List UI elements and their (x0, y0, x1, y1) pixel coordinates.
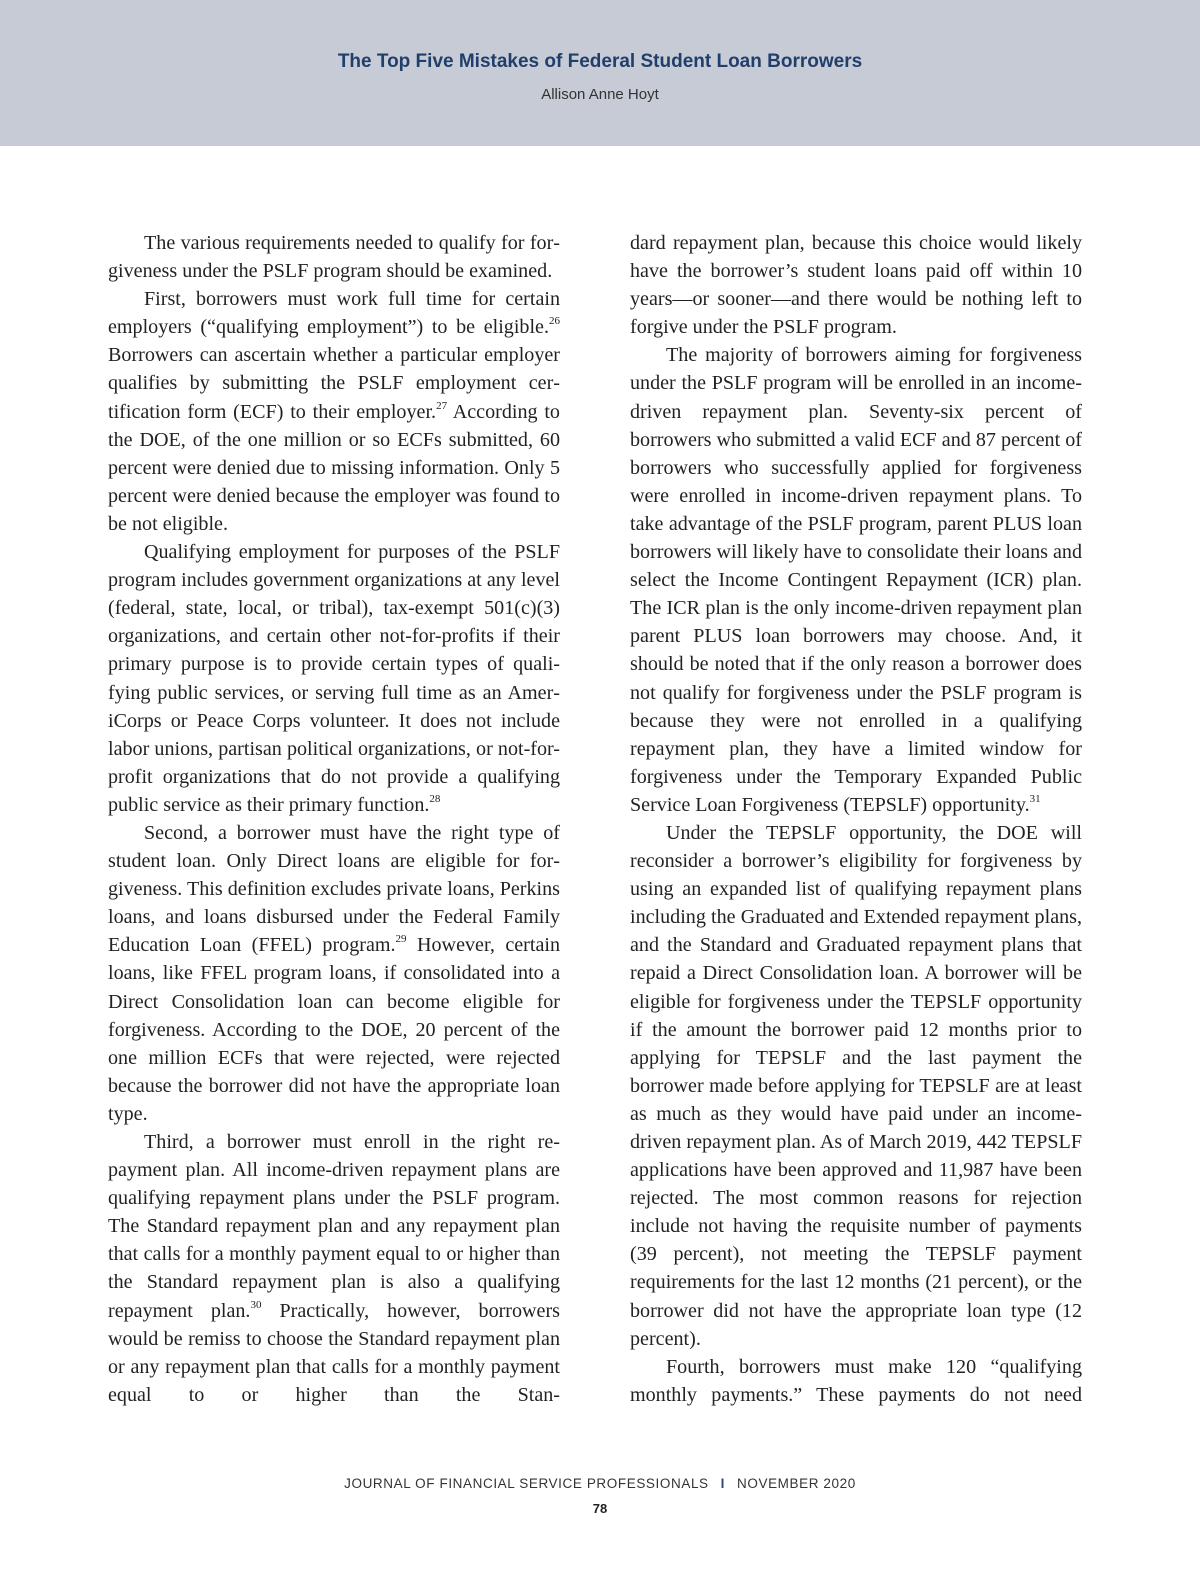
right-column (630, 229, 1082, 1409)
footnote-ref: 31 (1029, 792, 1041, 805)
paragraph: Third, a borrower must enroll in the right repayment plan. All income-driven repayment plans are qualifying repayment plans under the PSLF program. The Standard repayment plan and any repayment plan that calls for a monthly payment equal to or higher than the Standard repayment plan is also a qualifying repayment plan.$^{30}$ Practically, however, borrowers would be remiss to choose the Standard repayment plan or any repayment plan that calls for a monthly payment equal to or higher than the Stan- (108, 1131, 560, 1406)
paragraph: Under the TEPSLF opportunity, the DOE will reconsider a borrower’s eligibility for forgiveness by using an expanded list of qualifying repayment plans including the Graduated and Extended repayment plans, and the Standard and Graduated repayment plans that repaid a Direct Consolidation loan. A borrower will be eligible for forgiveness under the TEPSLF opportunity if the amount the borrower paid 12 months prior to applying for TEPSLF and the last payment the borrower made before applying for TEPSLF are at least as much as they would have paid under an income-driven repayment plan. As of March 2019, 442 TEPSLF applications have been approved and 11,987 have been rejected. The most common reasons for rejection include not having the requisite number of payments (39 percent), not meeting the TEPSLF payment requirements for the last 12 months (21 percent), or the borrower did not have the appropriate loan type (12 percent). (630, 821, 1082, 1350)
article-author: Allison Anne Hoyt (541, 86, 659, 103)
paragraph: The various requirements needed to qualify for forgiveness under the PSLF program should be examined. (108, 232, 560, 283)
issue-date: NOVEMBER 2020 (737, 1476, 856, 1491)
left-column (108, 229, 560, 1409)
footnote-ref: 27 (436, 399, 448, 412)
footer-separator: I (720, 1476, 726, 1491)
paragraph: The majority of borrowers aiming for forgiveness under the PSLF program will be enrolled in an income-driven repayment plan. Seventy-six percent of borrowers who submitted a valid ECF and 87 percent of borrowers who successfully applied for forgiveness were enrolled in income-driven repayment plans. To take advantage of the PSLF program, parent PLUS loan borrowers will likely have to consolidate their loans and select the Income Contingent Repayment (ICR) plan. The ICR plan is the only income-driven repayment plan parent PLUS loan borrowers may choose. And, it should be noted that if the only reason a borrower does not qualify for forgiveness under the PSLF program is because they were not enrolled in a qualifying repayment plan, they have a limited window for forgiveness under the Temporary Expanded Public Service Loan Forgiveness (TEPSLF) opportunity.$^{31}$ (630, 344, 1082, 816)
paragraph: Second, a borrower must have the right type of student loan. Only Direct loans are eligible for forgiveness. This definition excludes private loans, Perkins loans, and loans disbursed under the Federal Family Education Loan (FFEL) program.$^{29}$ However, certain loans, like FFEL program loans, if consolidated into a Direct Consolidation loan can become eligible for forgiveness. According to the DOE, 20 percent of the one million ECFs that were rejected, were rejected because the borrower did not have the appropriate loan type. (108, 821, 560, 1125)
header-band (0, 0, 1200, 146)
paragraph: Fourth, borrowers must make 120 “qualifying monthly payments.” These payments do not need (630, 1355, 1082, 1406)
footnote-ref: 28 (429, 792, 441, 805)
paragraph: First, borrowers must work full time for certain employers (“qualifying employment”) to be eligible.$^{26}$ Borrowers can ascertain whether a particular employer qualifies by submitting the PSLF employment certification form (ECF) to their employer.$^{27}$ According to the DOE, of the one million or so ECFs submitted, 60 percent were denied due to missing information. Only 5 percent were denied because the employer was found to be not eligible. (108, 288, 560, 535)
footnote-ref: 29 (395, 933, 407, 946)
page-number: 78 (592, 1501, 608, 1516)
footnote-ref: 26 (549, 315, 560, 328)
footnote-ref: 30 (250, 1298, 262, 1311)
journal-name: JOURNAL OF FINANCIAL SERVICE PROFESSIONALS (344, 1476, 709, 1491)
footer-journal-line (0, 1476, 1200, 1491)
paragraph: Qualifying employment for purposes of the PSLF program includes government organizations at any level (federal, state, local, or tribal), tax-exempt 501(c)(3) organizations, and certain other not-for-profits if their primary purpose is to provide certain types of qualifying public services, or serving full time as an AmeriCorps or Peace Corps volunteer. It does not include labor unions, partisan political organizations, or not-for-profit organizations that do not provide a qualifying public service as their primary function.$^{28}$ (108, 541, 560, 816)
paragraph: dard repayment plan, because this choice would likely have the borrower’s student loans paid off within 10 years—or sooner—and there would be nothing left to forgive under the PSLF program. (630, 232, 1082, 339)
article-title: The Top Five Mistakes of Federal Student Loan Borrowers (337, 51, 863, 72)
